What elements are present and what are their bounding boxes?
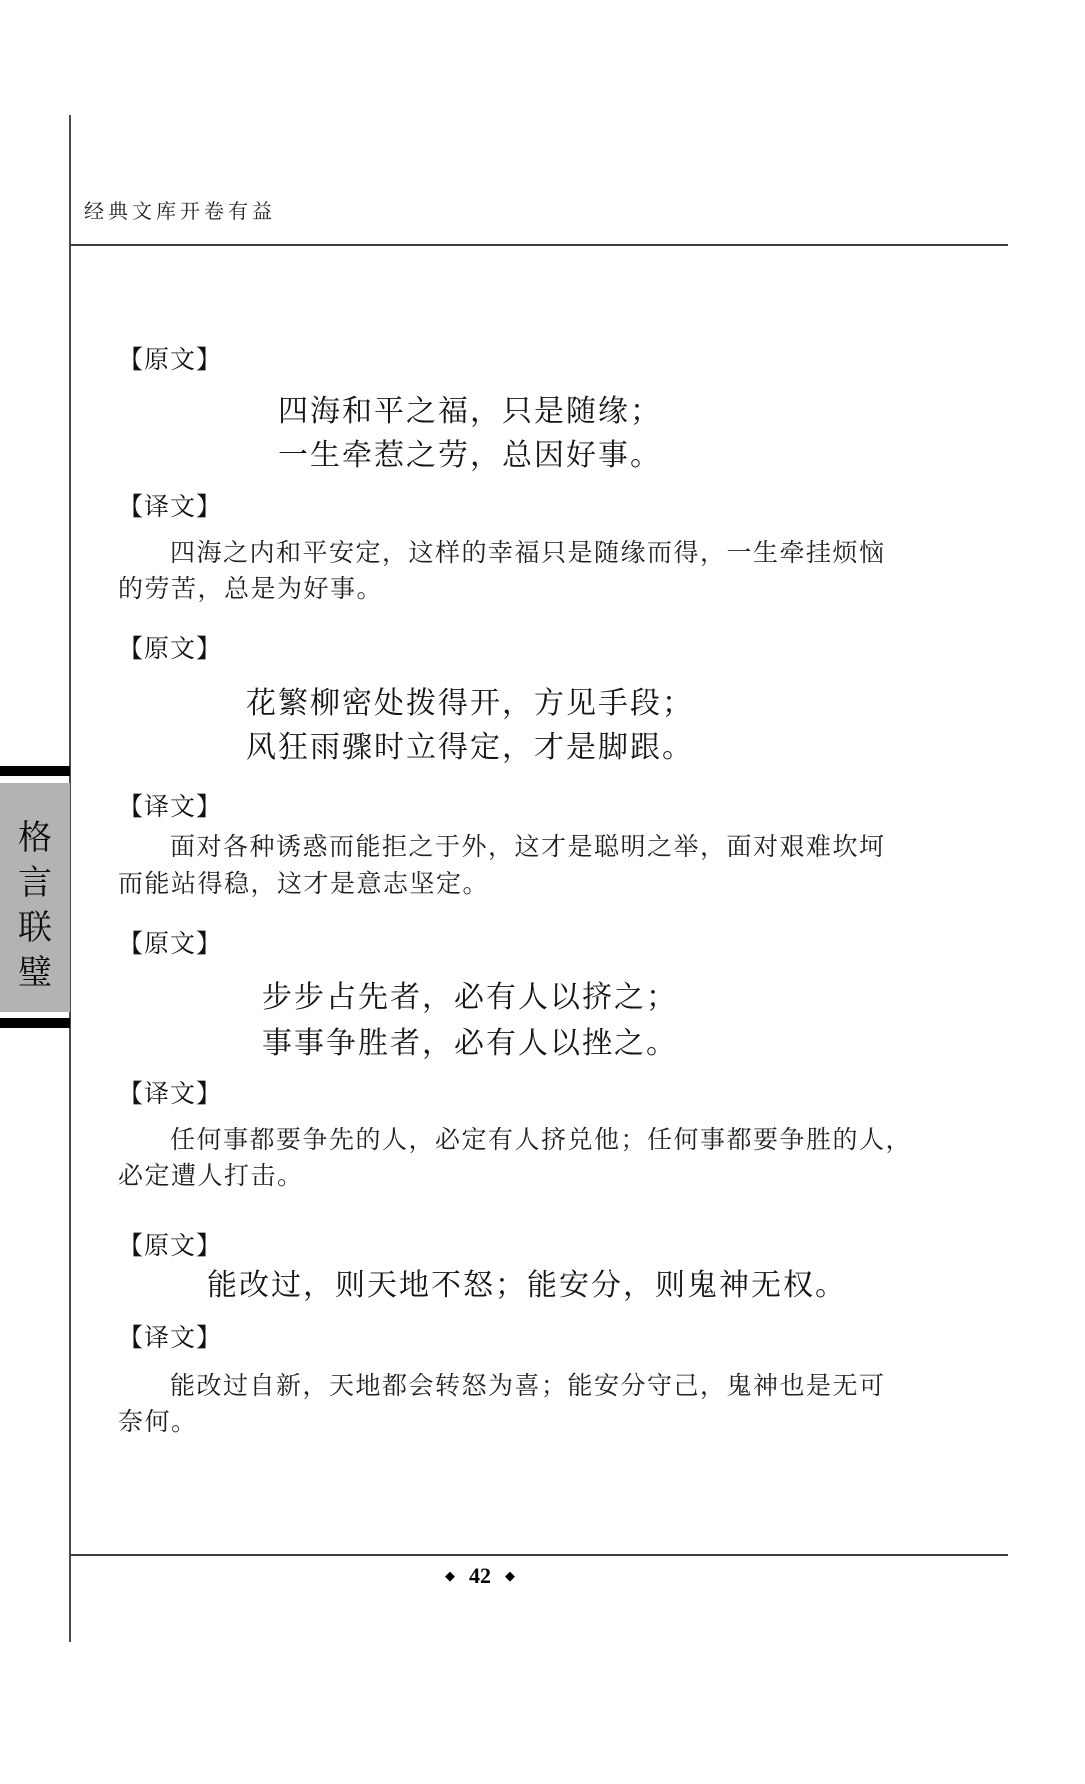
translation-label: 【译文】 <box>118 794 223 821</box>
side-tab-top-bar <box>0 766 70 776</box>
translation-label: 【译文】 <box>118 1325 223 1352</box>
verse-line: 步步占先者，必有人以挤之； <box>262 981 678 1014</box>
translation-line: 任何事都要争先的人，必定有人挤兑他；任何事都要争胜的人， <box>170 1127 913 1154</box>
footer-rule <box>69 1554 1008 1556</box>
original-label: 【原文】 <box>118 931 223 958</box>
translation-label: 【译文】 <box>118 1081 223 1108</box>
translation-line: 必定遭人打击。 <box>118 1163 304 1190</box>
original-label: 【原文】 <box>118 347 223 374</box>
side-tab-char: 璧 <box>18 955 52 992</box>
translation-line: 能改过自新，天地都会转怒为喜；能安分守己，鬼神也是无可 <box>170 1373 886 1400</box>
original-label: 【原文】 <box>118 1233 223 1260</box>
translation-label: 【译文】 <box>118 494 223 521</box>
translation-line: 四海之内和平安定，这样的幸福只是随缘而得，一生牵挂烦恼 <box>170 540 886 567</box>
translation-line: 而能站得稳，这才是意志坚定。 <box>118 871 490 898</box>
side-tab-char: 言 <box>18 865 52 902</box>
verse-line: 花繁柳密处拨得开，方见手段； <box>246 687 694 720</box>
verse-line: 一生牵惹之劳，总因好事。 <box>278 439 662 472</box>
verse-line: 风狂雨骤时立得定，才是脚跟。 <box>246 731 694 764</box>
side-tab-bottom-bar <box>0 1018 70 1028</box>
translation-line: 的劳苦，总是为好事。 <box>118 576 384 603</box>
page-number: 42 <box>469 1563 491 1588</box>
diamond-icon: ◆ <box>445 1568 455 1583</box>
side-tab-char: 联 <box>18 910 52 947</box>
page-number-row <box>445 1563 515 1589</box>
translation-line: 面对各种诱惑而能拒之于外，这才是聪明之举，面对艰难坎坷 <box>170 834 886 861</box>
diamond-icon: ◆ <box>505 1568 515 1583</box>
side-tab-char: 格 <box>18 820 52 857</box>
original-label: 【原文】 <box>118 636 223 663</box>
translation-line: 奈何。 <box>118 1409 198 1436</box>
header-rule <box>69 244 1008 246</box>
side-tab <box>0 783 70 1012</box>
page-header: 经典文库开卷有益 <box>84 201 276 223</box>
verse-line: 能改过，则天地不怒；能安分，则鬼神无权。 <box>207 1269 847 1302</box>
verse-line: 事事争胜者，必有人以挫之。 <box>262 1027 678 1060</box>
verse-line: 四海和平之福，只是随缘； <box>278 395 662 428</box>
